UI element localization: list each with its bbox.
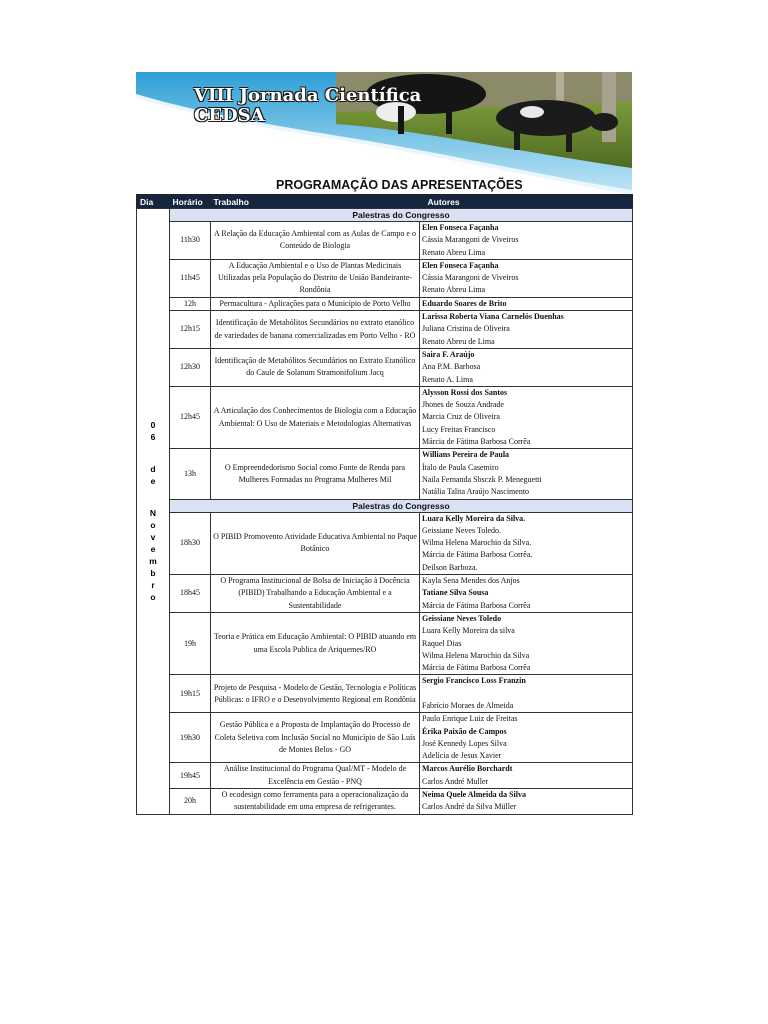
- author-name: Carlos André Muller: [422, 776, 489, 786]
- work-title-cell: Teoria e Prática em Educação Ambiental: O PIBID atuando em uma Escola Publica de Ariquemes/RO: [211, 612, 420, 674]
- table-row: [137, 575, 633, 613]
- table-row: [137, 763, 633, 789]
- author-name: Paulo Enrique Luiz de Freitas: [422, 714, 518, 724]
- author-name: Willians Pereira de Paula: [422, 450, 510, 460]
- table-row: [137, 612, 633, 674]
- time-cell: 18h45: [170, 575, 211, 613]
- day-letter: 0: [150, 420, 156, 431]
- author-name: Márcia de Fátima Barbosa Corrêa: [422, 600, 531, 610]
- day-letter: o: [150, 520, 156, 531]
- work-title-cell: O Programa Institucional de Bolsa de Iniciação à Docência (PIBID) Trabalhando a Educação Ambiental e a Sustentabilidade: [211, 575, 420, 613]
- author-name: Larissa Roberta Viana Carnelós Duenhas: [422, 312, 564, 322]
- table-row: [137, 259, 633, 297]
- author-name: Jhones de Souza Andrade: [422, 400, 504, 410]
- day-cell: [137, 209, 170, 815]
- author-name: Adelícia de Jesus Xavier: [422, 751, 502, 761]
- author-name: Geissiane Neves Toledo.: [422, 525, 502, 535]
- section-title: Palestras do Congresso: [170, 209, 633, 222]
- authors-cell: [420, 386, 633, 448]
- column-header-work: Trabalho: [211, 195, 420, 209]
- authors-cell: [420, 348, 633, 386]
- table-row: [137, 713, 633, 763]
- work-title-cell: Projeto de Pesquisa - Modelo de Gestão, Tecnologia e Políticas Públicas: o IFRO e o Desenvolvimento Regional em Rondônia: [211, 675, 420, 713]
- table-row: [137, 675, 633, 713]
- author-name: Luara Kelly Moreira da Silva.: [422, 513, 526, 523]
- time-cell: 20h: [170, 789, 211, 815]
- schedule-body: [137, 209, 633, 815]
- author-name: Wilma Helena Marochio da Silva: [422, 650, 530, 660]
- author-name: Sergio Francisco Loss Franzin: [422, 676, 526, 686]
- author-name: Deilson Barboza.: [422, 562, 478, 572]
- author-name: Tatiane Silva Sousa: [422, 588, 489, 598]
- author-name: [422, 688, 630, 700]
- authors-cell: [420, 763, 633, 789]
- column-header-day: Dia: [137, 195, 170, 209]
- author-name: Márcia de Fátima Barbosa Corrêa: [422, 663, 531, 673]
- author-name: Renato A. Lima: [422, 374, 473, 384]
- author-name: Naila Fernanda Sbsczk P. Meneguetti: [422, 474, 542, 484]
- time-cell: 12h30: [170, 348, 211, 386]
- work-title-cell: A Educação Ambiental e o Uso de Plantas Medicinais Utilizadas pela População do Distrito de União Bandeirante-Rondônia: [211, 259, 420, 297]
- time-cell: 12h15: [170, 311, 211, 349]
- author-name: Neima Quele Almeida da Silva: [422, 790, 526, 800]
- author-name: Cássia Marangoni de Viveiros: [422, 273, 519, 283]
- work-title-cell: A Relação da Educação Ambiental com as Aulas de Campo e o Conteúdo de Biologia: [211, 222, 420, 260]
- author-name: Érika Paixão de Campos: [422, 726, 507, 736]
- table-row: [137, 512, 633, 574]
- time-cell: 19h45: [170, 763, 211, 789]
- section-header-row: [137, 499, 633, 512]
- day-letter: m: [149, 556, 157, 567]
- time-cell: 12h45: [170, 386, 211, 448]
- work-title-cell: Identificação de Metabólitos Secundários no Extrato Etanólico do Caule de Solanum Stramonifolium Jacq: [211, 348, 420, 386]
- author-name: Kayla Sena Mendes dos Anjos: [422, 576, 520, 586]
- author-name: José Kennedy Lopes Silva: [422, 738, 507, 748]
- author-name: Cássia Marangoni de Viveiros: [422, 235, 519, 245]
- author-name: Renato Abreu Lima: [422, 285, 486, 295]
- day-letter: N: [149, 508, 157, 519]
- author-name: Ítalo de Paula Casemiro: [422, 462, 499, 472]
- author-name: Wilma Helena Marochio da Silva.: [422, 538, 532, 548]
- work-title-cell: Permacultura - Aplicações para o Município de Porto Velho: [211, 297, 420, 310]
- table-row: [137, 789, 633, 815]
- work-title-cell: Análise Institucional do Programa Qual/MT - Modelo de Excelência em Gestão - PNQ: [211, 763, 420, 789]
- time-cell: 13h: [170, 449, 211, 499]
- authors-cell: [420, 311, 633, 349]
- authors-cell: [420, 789, 633, 815]
- author-name: Geissiane Neves Toledo: [422, 613, 502, 623]
- authors-cell: [420, 297, 633, 310]
- authors-cell: [420, 222, 633, 260]
- day-letter: b: [150, 568, 156, 579]
- author-name: Natália Talita Araújo Nascimento: [422, 487, 530, 497]
- banner-title: [194, 86, 421, 126]
- author-name: Elen Fonseca Façanha: [422, 260, 499, 270]
- day-letter: [139, 443, 167, 463]
- author-name: Marcia Cruz de Oliveira: [422, 412, 500, 422]
- time-cell: 19h15: [170, 675, 211, 713]
- day-letter: e: [150, 544, 156, 555]
- authors-cell: [420, 713, 633, 763]
- author-name: Luara Kelly Moreira da silva: [422, 626, 515, 636]
- section-title: Palestras do Congresso: [170, 499, 633, 512]
- day-letter: o: [150, 592, 156, 603]
- author-name: Eduardo Soares de Brito: [422, 298, 507, 308]
- work-title-cell: O Empreendedorismo Social como Fonte de Renda para Mulheres Formadas no Programa Mulheres Mil: [211, 449, 420, 499]
- authors-cell: [420, 449, 633, 499]
- work-title-cell: A Articulação dos Conhecimentos de Biologia com a Educação Ambiental: O Uso de Materiais e Metodologias Alternativas: [211, 386, 420, 448]
- author-name: Marcos Aurélio Borchardt: [422, 764, 513, 774]
- program-title: PROGRAMAÇÃO DAS APRESENTAÇÕES: [276, 178, 523, 192]
- day-letter: [139, 487, 167, 507]
- author-name: Lucy Freitas Francisco: [422, 424, 496, 434]
- day-letter: 6: [150, 432, 156, 443]
- table-row: [137, 297, 633, 310]
- author-name: Carlos André da Silva Müller: [422, 802, 517, 812]
- banner-title-line1: VIII Jornada Científica: [194, 85, 422, 106]
- authors-cell: [420, 512, 633, 574]
- banner-title-line2: CEDSA: [194, 105, 265, 126]
- day-letter: r: [151, 580, 155, 591]
- work-title-cell: Gestão Pública e a Proposta de Implantação do Processo de Coleta Seletiva com Inclusão Social no Município de São Luís de Montes Belos - GO: [211, 713, 420, 763]
- time-cell: 19h30: [170, 713, 211, 763]
- authors-cell: [420, 612, 633, 674]
- event-banner: [136, 72, 632, 194]
- table-row: [137, 348, 633, 386]
- author-name: Ana P.M. Barbosa: [422, 362, 481, 372]
- author-name: Raquel Dias: [422, 638, 462, 648]
- day-letter: d: [150, 464, 156, 475]
- author-name: Fabrício Moraes de Almeida: [422, 700, 514, 710]
- table-row: [137, 449, 633, 499]
- time-cell: 12h: [170, 297, 211, 310]
- time-cell: 19h: [170, 612, 211, 674]
- author-name: Juliana Cristina de Oliveira: [422, 324, 510, 334]
- author-name: Elen Fonseca Façanha: [422, 223, 499, 232]
- time-cell: 11h45: [170, 259, 211, 297]
- time-cell: 18h30: [170, 512, 211, 574]
- author-name: Renato Abreu de Lima: [422, 336, 495, 346]
- time-cell: 11h30: [170, 222, 211, 260]
- table-header-row: [137, 195, 633, 209]
- column-header-authors: Autores: [420, 195, 633, 209]
- work-title-cell: Identificação de Metabólitos Secundários no extrato etanólico de variedades de banana comercializadas em Porto Velho - RO: [211, 311, 420, 349]
- author-name: Márcia de Fátima Barbosa Corrêa: [422, 437, 531, 447]
- day-letter: e: [150, 476, 156, 487]
- schedule-table: [136, 194, 633, 815]
- work-title-cell: O ecodesign como ferramenta para a operacionalização da sustentabilidade em uma empresa de refrigerantes.: [211, 789, 420, 815]
- table-row: [137, 311, 633, 349]
- author-name: Renato Abreu Lima: [422, 247, 486, 257]
- authors-cell: [420, 259, 633, 297]
- section-header-row: [137, 209, 633, 222]
- authors-cell: [420, 575, 633, 613]
- table-row: [137, 386, 633, 448]
- author-name: Saira F. Araújo: [422, 349, 475, 359]
- table-row: [137, 222, 633, 260]
- column-header-time: Horário: [170, 195, 211, 209]
- authors-cell: [420, 675, 633, 713]
- day-letter: v: [150, 532, 156, 543]
- work-title-cell: O PIBID Promovento Atividade Educativa Ambiental no Paque Botânico: [211, 512, 420, 574]
- author-name: Alysson Rossi dos Santos: [422, 387, 508, 397]
- author-name: Márcia de Fátima Barbosa Corrêa.: [422, 550, 533, 560]
